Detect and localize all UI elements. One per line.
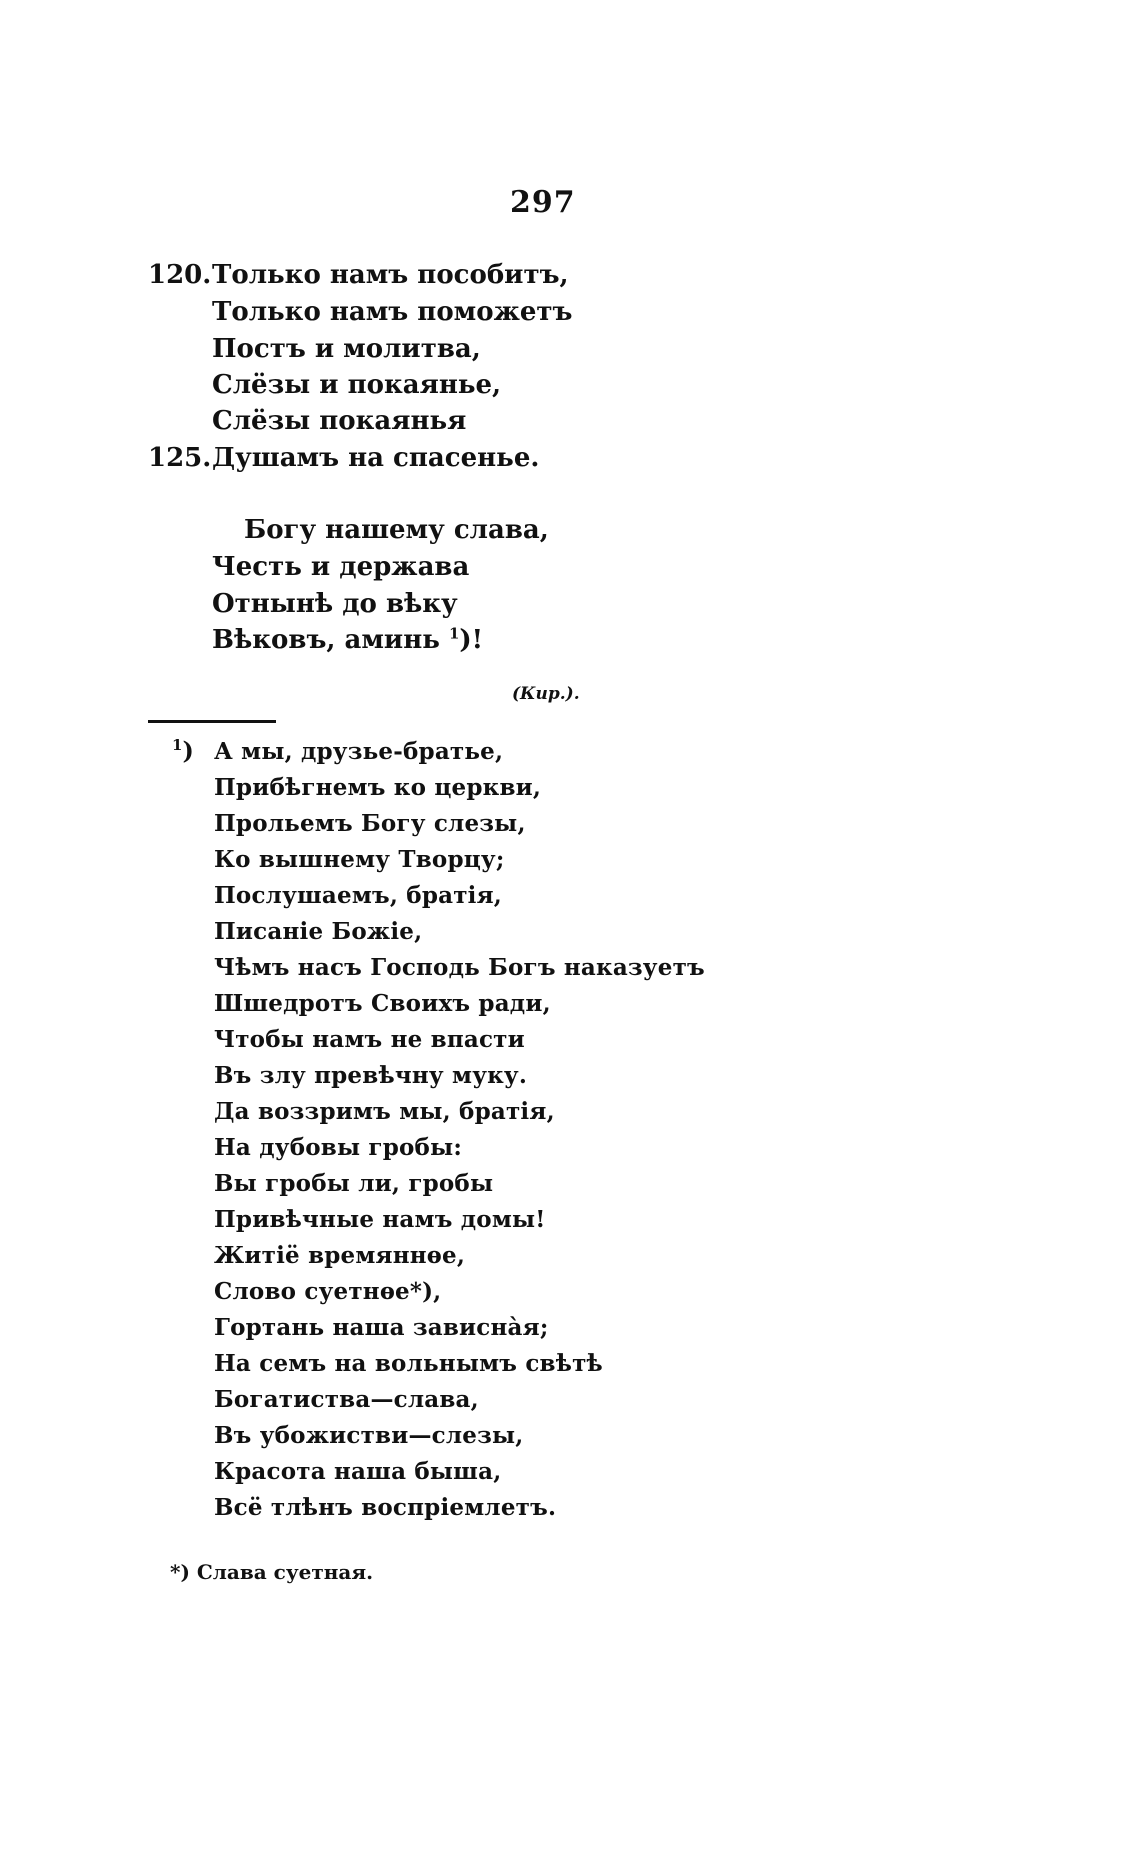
footnote-line: Ко вышнему Творцу; bbox=[214, 846, 505, 873]
verse-line: Душамъ на спасенье. bbox=[212, 443, 540, 473]
footnote-line: Въ злу превѣчну муку. bbox=[214, 1062, 528, 1089]
footnote-marker bbox=[172, 736, 194, 765]
footnote-line: Писаніе Божіе, bbox=[214, 918, 423, 945]
footnote-line: Слово суетнѳе*), bbox=[214, 1278, 442, 1305]
footnote-line: Шшедротъ Своихъ ради, bbox=[214, 990, 551, 1017]
footnote-line: Прибѣгнемъ ко церкви, bbox=[214, 774, 542, 801]
footnote-line: Всё тлѣнъ воспріемлетъ. bbox=[214, 1494, 557, 1521]
verse-line-text: Вѣковъ, аминь bbox=[212, 625, 449, 655]
footnote-separator bbox=[148, 720, 276, 723]
verse-line: Только намъ пособитъ, bbox=[212, 260, 569, 290]
footnote-line: На дубовы гробы: bbox=[214, 1134, 463, 1161]
page-number: 297 bbox=[510, 185, 576, 220]
verse-line: Постъ и молитва, bbox=[212, 334, 481, 364]
sub-footnote: *) Слава суетная. bbox=[170, 1560, 374, 1584]
footnote-line: А мы, друзье-братье, bbox=[214, 738, 504, 765]
footnote-line: Житіё времяннѳе, bbox=[214, 1242, 466, 1269]
footnote-line: Привѣчные намъ домы! bbox=[214, 1206, 546, 1233]
verse-line: Честь и держава bbox=[212, 552, 470, 582]
line-number-125: 125. bbox=[148, 443, 212, 473]
verse-line: Богу нашему слава, bbox=[244, 515, 549, 545]
verse-line-with-note bbox=[212, 625, 483, 655]
footnote-line: Въ убожистви—слезы, bbox=[214, 1422, 524, 1449]
footnote-marker-close: ) bbox=[182, 736, 194, 765]
verse-line: Слёзы покаянья bbox=[212, 406, 467, 436]
footnote-line: Красота наша быша, bbox=[214, 1458, 502, 1485]
footnote-line: Чѣмъ насъ Господь Богъ наказуетъ bbox=[214, 954, 705, 981]
verse-line: Только намъ поможетъ bbox=[212, 297, 573, 327]
footnote-line: Гортань наша зависнàя; bbox=[214, 1314, 549, 1341]
footnote-reference: 1 bbox=[448, 624, 460, 643]
attribution: (Кир.). bbox=[512, 684, 580, 704]
footnote-reference-close: )! bbox=[459, 625, 484, 655]
footnote-marker-number: 1 bbox=[172, 736, 183, 754]
footnote-line: Богатиства—слава, bbox=[214, 1386, 479, 1413]
footnote-line: Послушаемъ, братія, bbox=[214, 882, 503, 909]
footnote-line: Вы гробы ли, гробы bbox=[214, 1170, 494, 1197]
footnote-line: Прольемъ Богу слезы, bbox=[214, 810, 526, 837]
verse-line: Слёзы и покаянье, bbox=[212, 370, 502, 400]
verse-line: Отнынѣ до вѣку bbox=[212, 589, 458, 619]
footnote-line: Чтобы намъ не впасти bbox=[214, 1026, 525, 1053]
footnote-line: На семъ на вольнымъ свѣтѣ bbox=[214, 1350, 603, 1377]
footnote-line: Да воззримъ мы, братія, bbox=[214, 1098, 555, 1125]
line-number-120: 120. bbox=[148, 260, 212, 290]
